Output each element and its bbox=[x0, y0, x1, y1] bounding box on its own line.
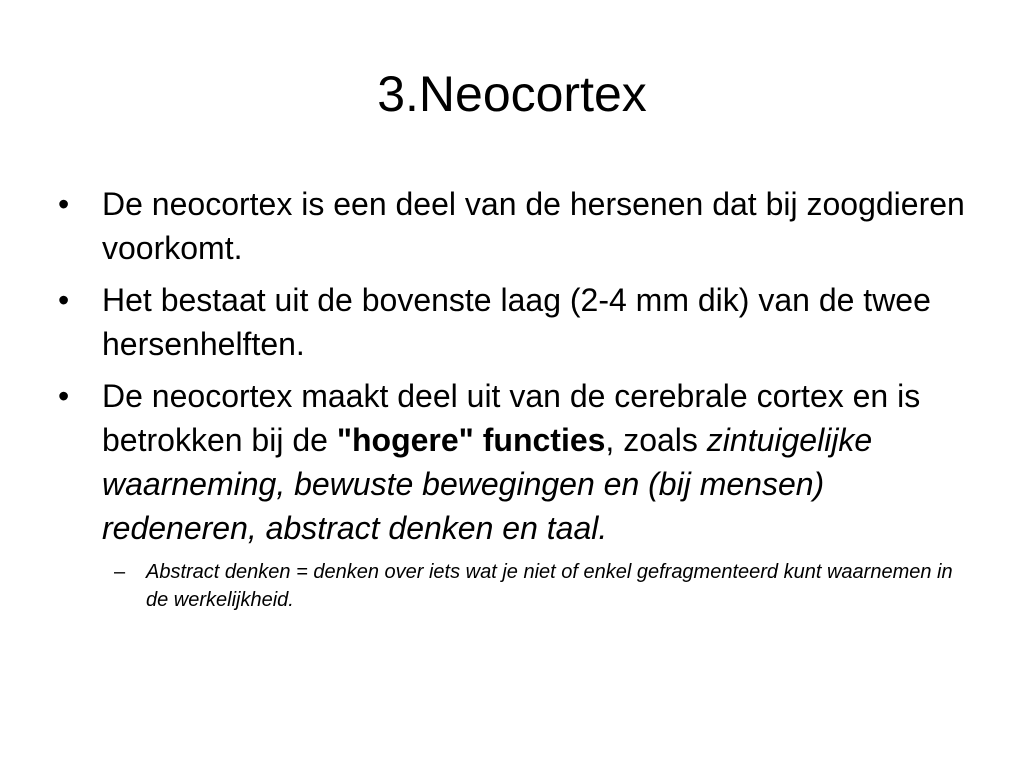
sub-bullet-item bbox=[56, 558, 976, 614]
slide-body bbox=[56, 182, 976, 614]
sub-bullet-text: Abstract denken = denken over iets wat je niet of enkel gefragmenteerd kunt waarnemen in de werkelijkheid. bbox=[146, 561, 953, 611]
bullet-text: Het bestaat uit de bovenste laag (2-4 mm dik) van de twee hersenhelften. bbox=[102, 282, 931, 362]
bullet-item bbox=[56, 374, 976, 550]
bullet-item bbox=[56, 278, 976, 366]
bullet-bold-text: "hogere" functies bbox=[336, 422, 606, 458]
bullet-item bbox=[56, 182, 976, 270]
bullet-symbol: • bbox=[58, 378, 70, 414]
bullet-text: De neocortex is een deel van de hersenen dat bij zoogdieren voorkomt. bbox=[102, 186, 965, 266]
slide-title: 3.Neocortex bbox=[377, 66, 647, 122]
bullet-text: De neocortex maakt deel uit van de cerebrale cortex en is betrokken bij de bbox=[102, 378, 921, 458]
bullet-text: , zoals bbox=[605, 422, 707, 458]
bullet-symbol: • bbox=[58, 282, 70, 318]
bullet-italic-text: zintuigelijke waarneming, bewuste bewegingen en (bij mensen) redeneren, abstract denken en taal. bbox=[102, 422, 873, 546]
sub-bullet-symbol: – bbox=[114, 561, 126, 583]
bullet-symbol: • bbox=[58, 186, 70, 222]
